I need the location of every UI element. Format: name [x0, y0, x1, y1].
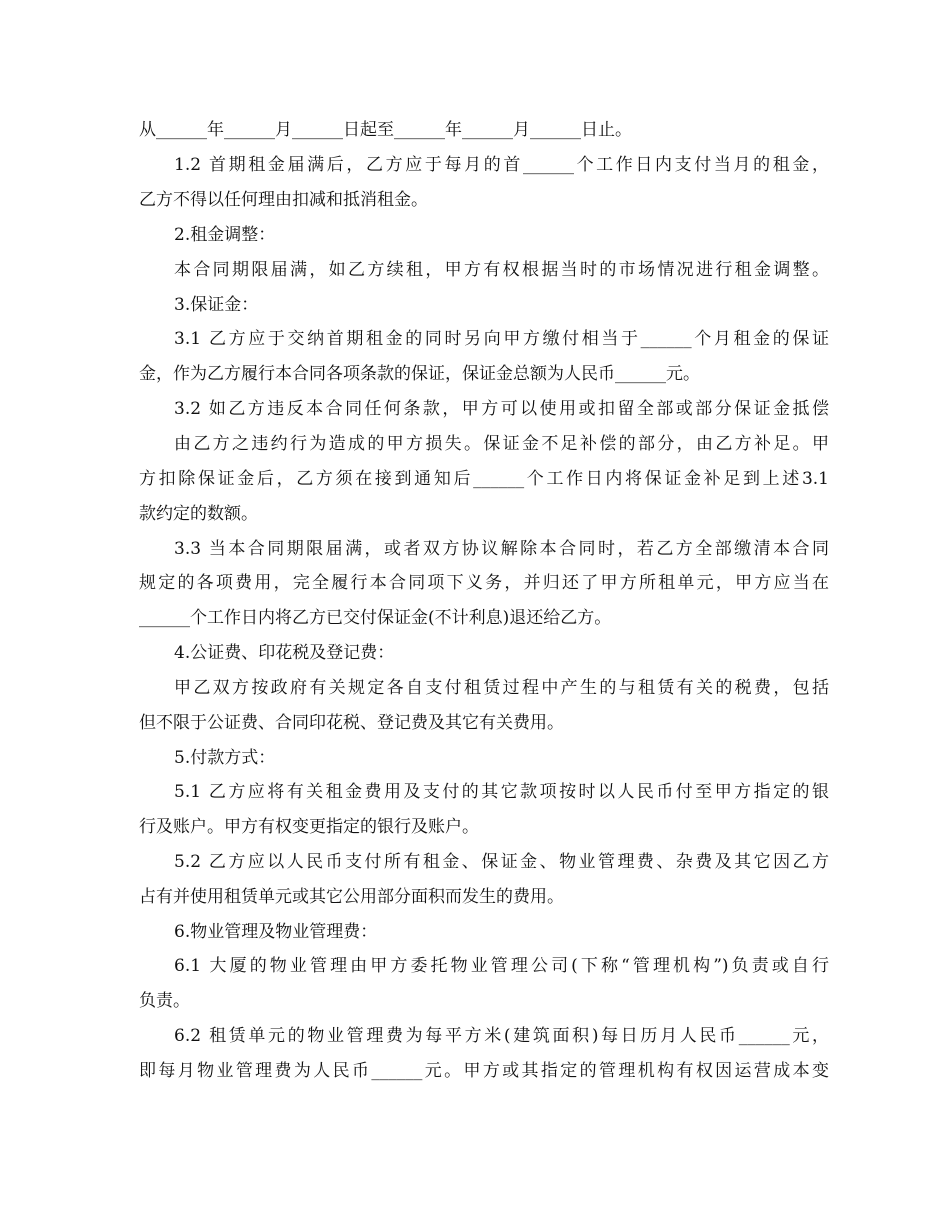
text-line-27: 6.2 租赁单元的物业管理费为每平方米(建筑面积)每日历月人民币______元，: [174, 1026, 829, 1046]
text-line-12: 款约定的数额。: [139, 504, 258, 524]
text-line-6: 3.保证金：: [174, 295, 259, 315]
text-line-18: 但不限于公证费、合同印花税、登记费及其它有关费用。: [139, 713, 564, 733]
text-line-19: 5.付款方式：: [174, 748, 276, 768]
text-line-1: 从______年______月______日起至______年______月______日止。: [139, 120, 632, 140]
text-line-7: 3.1 乙方应于交纳首期租金的同时另向甲方缴付相当于______个月租金的保证: [174, 329, 829, 349]
text-line-4: 2.租金调整：: [174, 225, 276, 245]
text-line-14: 规定的各项费用，完全履行本合同项下义务，并归还了甲方所租单元，甲方应当在: [139, 573, 829, 593]
text-line-2: 1.2 首期租金届满后，乙方应于每月的首______个工作日内支付当月的租金，: [174, 155, 829, 175]
text-line-23: 占有并使用租赁单元或其它公用部分面积而发生的费用。: [139, 887, 564, 907]
text-line-5: 本合同期限届满，如乙方续租，甲方有权根据当时的市场情况进行租金调整。: [174, 260, 829, 280]
text-line-10: 由乙方之违约行为造成的甲方损失。保证金不足补偿的部分，由乙方补足。甲: [174, 434, 829, 454]
text-line-3: 乙方不得以任何理由扣减和抵消租金。: [139, 190, 428, 210]
text-line-9: 3.2 如乙方违反本合同任何条款，甲方可以使用或扣留全部或部分保证金抵偿: [174, 399, 829, 419]
text-line-15: ______个工作日内将乙方已交付保证金(不计利息)退还给乙方。: [139, 608, 612, 628]
text-line-11: 方扣除保证金后，乙方须在接到通知后______个工作日内将保证金补足到上述3.1: [139, 469, 829, 489]
text-line-21: 行及账户。甲方有权变更指定的银行及账户。: [139, 817, 479, 837]
text-line-26: 负责。: [139, 991, 190, 1011]
text-line-8: 金，作为乙方履行本合同各项条款的保证，保证金总额为人民币______元。: [139, 364, 700, 384]
text-line-24: 6.物业管理及物业管理费：: [174, 922, 378, 942]
text-line-13: 3.3 当本合同期限届满，或者双方协议解除本合同时，若乙方全部缴清本合同: [174, 539, 829, 559]
text-line-16: 4.公证费、印花税及登记费：: [174, 643, 395, 663]
text-line-25: 6.1 大厦的物业管理由甲方委托物业管理公司(下称“管理机构”)负责或自行: [174, 956, 829, 976]
text-line-17: 甲乙双方按政府有关规定各自支付租赁过程中产生的与租赁有关的税费，包括: [174, 678, 829, 698]
text-line-22: 5.2 乙方应以人民币支付所有租金、保证金、物业管理费、杂费及其它因乙方: [174, 852, 829, 872]
text-line-20: 5.1 乙方应将有关租金费用及支付的其它款项按时以人民币付至甲方指定的银: [174, 782, 829, 802]
text-line-28: 即每月物业管理费为人民币______元。甲方或其指定的管理机构有权因运营成本变: [139, 1061, 829, 1081]
